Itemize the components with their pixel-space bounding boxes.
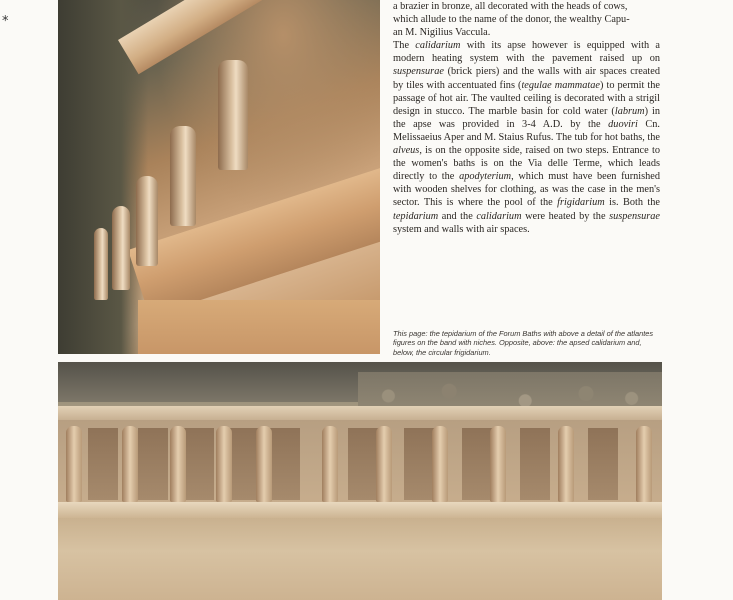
atlas-figure xyxy=(170,426,186,502)
atlas-figure xyxy=(636,426,652,502)
atlas-figure xyxy=(216,426,232,502)
atlas-figure xyxy=(136,176,158,266)
photo-cornice xyxy=(118,0,380,74)
body-paragraph-1: a brazier in bronze, all decorated with the heads of cows, which allude to the name of the donor, the wealthy Capu- an M. Nigilius Vaccula. xyxy=(393,1,630,39)
page-asterisk: * xyxy=(2,14,9,29)
body-text xyxy=(393,0,660,236)
niche xyxy=(462,428,492,500)
photo-floor xyxy=(138,300,380,354)
body-paragraph-2: The calidarium with its apse however is equipped with a modern heating system with the pavement raised up on suspensurae (brick piers) and the walls with air spaces created by tiles with accentuated fins (tegulae mammatae) to permit the passage of hot air. The vaulted ceiling is decorated with a strigil design in stucco. The marble basin for cold water (labrum) in the apse was provided in 3-4 A.D. by the duoviri Cn. Melissaeius Aper and M. Staius Rufus. The tub for hot baths, the alveus, is on the opposite side, raised on two steps. Entrance to the women's baths is on the Via delle Terme, which leads directly to the apodyterium, which must have been furnished with wooden shelves for clothing, as was the case in the men's sector. This is where the pool of the frigidarium is. Both the tepidarium and the calidarium were heated by the suspensurae system and walls with air spaces. xyxy=(393,40,661,235)
atlas-figure xyxy=(432,426,448,502)
niche xyxy=(520,428,550,500)
photo-shelf xyxy=(58,502,662,518)
photo-cornice xyxy=(58,406,662,420)
atlas-figure xyxy=(66,426,82,502)
niche xyxy=(348,428,378,500)
atlas-figure xyxy=(376,426,392,502)
atlas-figure xyxy=(256,426,272,502)
niche xyxy=(184,428,214,500)
photo-tepidarium-room xyxy=(58,362,662,600)
niche xyxy=(270,428,300,500)
atlas-figure xyxy=(490,426,506,502)
niche xyxy=(404,428,434,500)
photo-lower-wall xyxy=(58,518,662,600)
atlas-figure xyxy=(170,126,196,226)
photo-atlantes-detail xyxy=(58,0,380,354)
atlas-figure xyxy=(112,206,130,290)
atlas-figure xyxy=(94,228,108,300)
atlas-figure xyxy=(218,60,248,170)
niche xyxy=(88,428,118,500)
atlas-figure xyxy=(322,426,338,502)
niche xyxy=(138,428,168,500)
photo-caption: This page: the tepidarium of the Forum Baths with above a detail of the atlantes figures on the band with niches. Opposite, above: the apsed calidarium and, below, the circular frigidarium. xyxy=(393,329,654,357)
niche xyxy=(588,428,618,500)
photo-ledge xyxy=(128,148,380,317)
atlas-figure xyxy=(558,426,574,502)
atlas-figure xyxy=(122,426,138,502)
